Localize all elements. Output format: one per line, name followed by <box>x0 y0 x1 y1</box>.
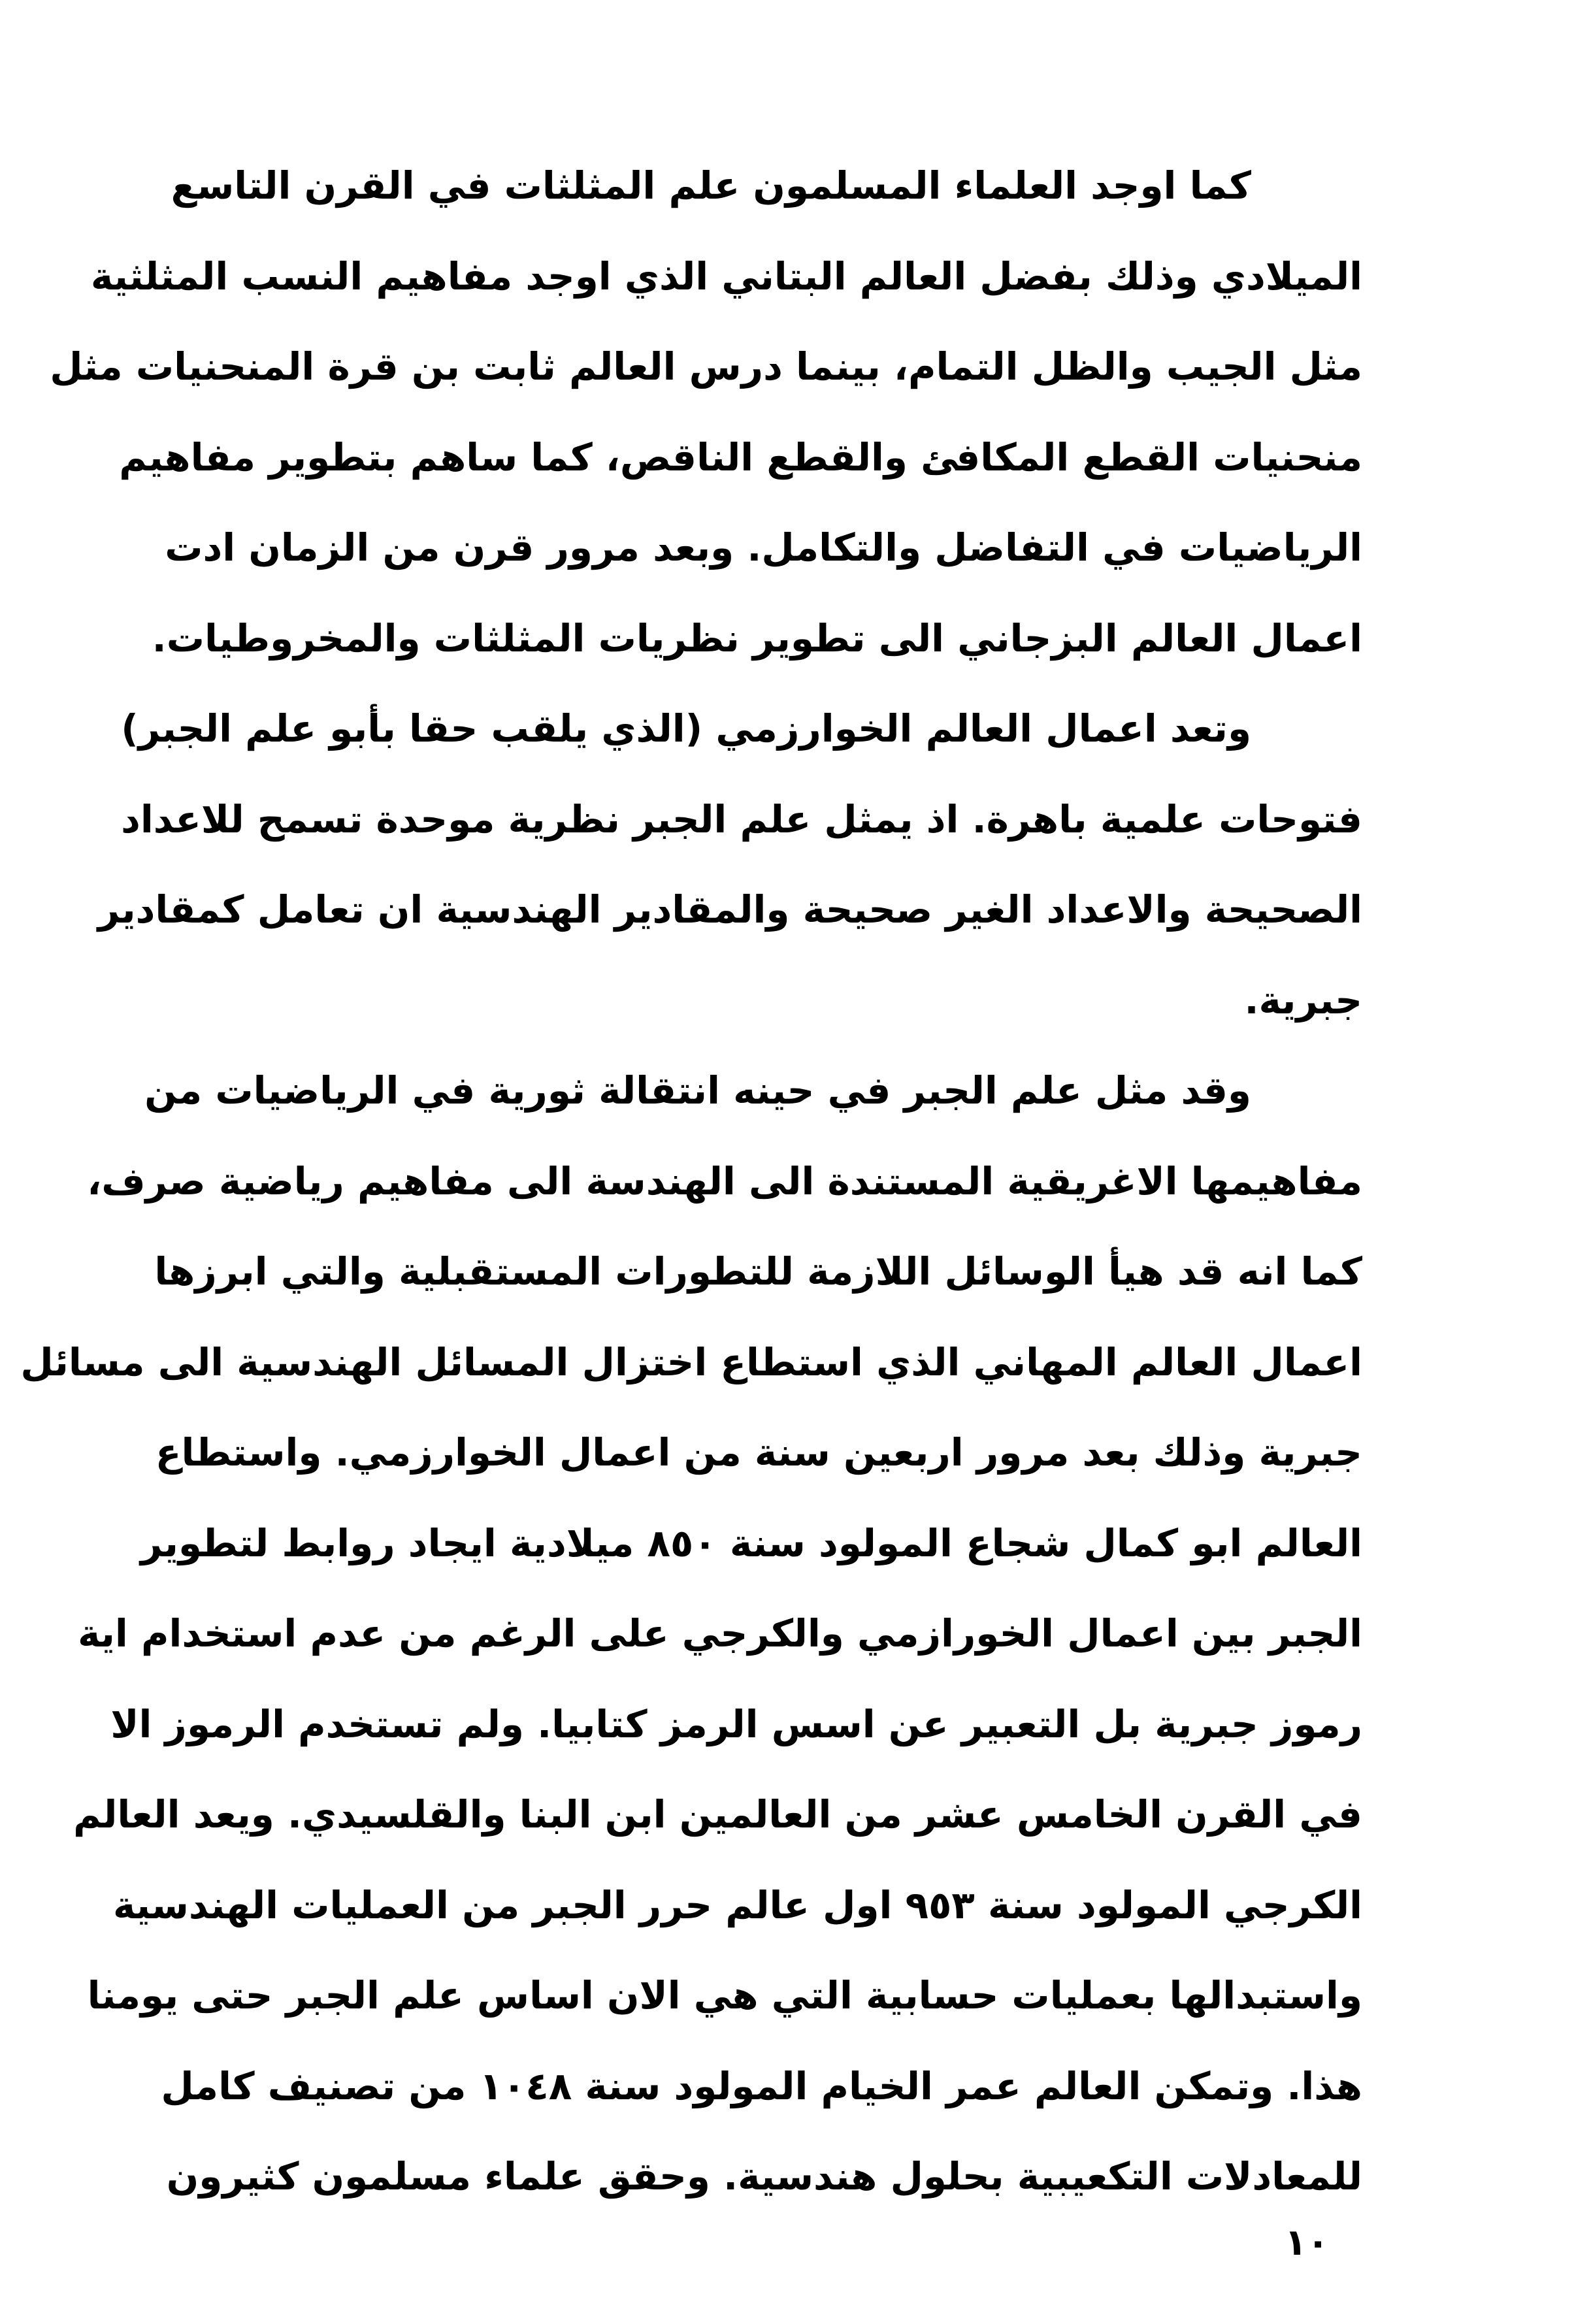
paragraph-3-line-2: مفاهيمها الاغريقية المستندة الى الهندسة الى مفاهيم رياضية صرف، <box>87 1158 1362 1203</box>
paragraph-2-line-1: وتعد اعمال العالم الخوارزمي (الذي يلقب حقا بأبو علم الجبر) <box>121 706 1251 751</box>
paragraph-1-line-6: اعمال العالم البزجاني الى تطوير نظريات المثلثات والمخروطيات. <box>152 615 1362 661</box>
paragraph-3-line-4: اعمال العالم المهاني الذي استطاع اختزال المسائل الهندسية الى مسائل <box>20 1339 1362 1384</box>
paragraph-3-line-1: وقد مثل علم الجبر في حينه انتقالة ثورية في الرياضيات من <box>144 1068 1251 1113</box>
paragraph-2-line-4: جبرية. <box>1244 977 1362 1023</box>
paragraph-3-line-10: الكرجي المولود سنة ٩٥٣ اول عالم حرر الجبر من العمليات الهندسية <box>113 1882 1362 1927</box>
body-text <box>20 140 1362 2222</box>
page-number: ١٠ <box>1284 2221 1330 2264</box>
paragraph-3-line-6: العالم ابو كمال شجاع المولود سنة ٨٥٠ ميلادية ايجاد روابط لتطوير <box>140 1520 1362 1565</box>
paragraph-2-line-2: فتوحات علمية باهرة. اذ يمثل علم الجبر نظرية موحدة تسمح للاعداد <box>121 796 1362 842</box>
paragraph-1-line-4: منحنيات القطع المكافئ والقطع الناقص، كما ساهم بتطوير مفاهيم <box>119 434 1362 480</box>
paragraph-3-line-5: جبرية وذلك بعد مرور اربعين سنة من اعمال الخوارزمي. واستطاع <box>155 1430 1362 1475</box>
paragraph-3-line-12: هذا. وتمكن العالم عمر الخيام المولود سنة ١٠٤٨ من تصنيف كامل <box>161 2063 1362 2108</box>
paragraph-1-line-1: كما اوجد العلماء المسلمون علم المثلثات في القرن التاسع <box>171 163 1251 208</box>
paragraph-1-line-2: الميلادي وذلك بفضل العالم البتاني الذي اوجد مفاهيم النسب المثلثية <box>90 254 1362 299</box>
paragraph-3-line-3: كما انه قد هيأ الوسائل اللازمة للتطورات المستقبلية والتي ابرزها <box>154 1249 1362 1294</box>
paragraph-3-line-8: رموز جبرية بل التعبير عن اسس الرمز كتابيا. ولم تستخدم الرموز الا <box>110 1701 1362 1746</box>
paragraph-3-line-7: الجبر بين اعمال الخورازمي والكرجي على الرغم من عدم استخدام اية <box>77 1611 1362 1656</box>
paragraph-2-line-3: الصحيحة والاعداد الغير صحيحة والمقادير الهندسية ان تعامل كمقادير <box>97 887 1362 932</box>
paragraph-3-line-9: في القرن الخامس عشر من العالمين ابن البنا والقلسيدي. ويعد العالم <box>73 1792 1362 1837</box>
paragraph-1-line-5: الرياضيات في التفاضل والتكامل. وبعد مرور قرن من الزمان ادت <box>165 525 1362 570</box>
paragraph-3-line-13: للمعادلات التكعيبية بحلول هندسية. وحقق علماء مسلمون كثيرون <box>166 2154 1362 2199</box>
paragraph-3-line-11: واستبدالها بعمليات حسابية التي هي الان اساس علم الجبر حتى يومنا <box>87 1973 1362 2018</box>
paragraph-1-line-3: مثل الجيب والظل التمام، بينما درس العالم ثابت بن قرة المنحنيات مثل <box>50 344 1362 389</box>
